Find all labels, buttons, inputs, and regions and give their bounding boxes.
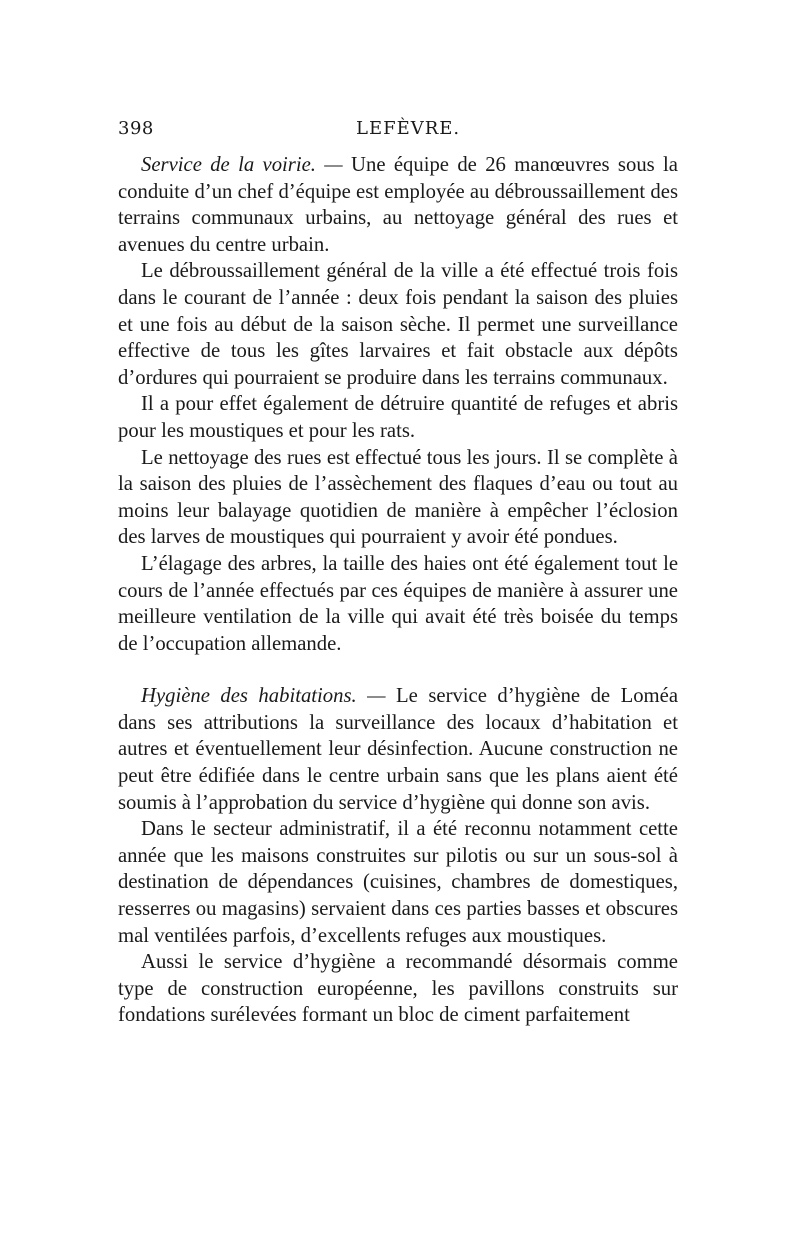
paragraph [118,816,678,949]
paragraph [118,391,678,444]
paragraph-text: Dans le secteur administratif, il a été reconnu notamment cette année que les maisons construites sur pilotis ou sur un sous-sol à destination de dépendances (cuisines, chambres de domestiques, resserres ou magasins) servaient dans ces parties basses et obscures mal ventilées parfois, d’excellents refuges aux moustiques. [118,818,678,947]
paragraph [118,445,678,551]
paragraph-habitations-intro [118,683,678,816]
paragraph [118,949,678,1029]
paragraph-text: L’élagage des arbres, la taille des haies ont été également tout le cours de l’année effectués par ces équipes de manière à assurer une meilleure ventilation de la ville qui avait été très boisée du temps de l’occupation allemande. [118,552,678,655]
paragraph [118,551,678,657]
paragraph-text: Aussi le service d’hygiène a recommandé désormais comme type de construction européenne, les pavillons construits sur fondations surélevées formant un bloc de ciment parfaitement [118,951,678,1027]
paragraph-text: Une équipe de 26 manœuvres sous la conduite d’un chef d’équipe est employée au débroussaillement des terrains communaux urbains, au nettoyage général des rues et avenues du centre urbain. [118,154,678,256]
page-number: 398 [118,118,154,139]
paragraph-text: Le débroussaillement général de la ville a été effectué trois fois dans le courant de l’année : deux fois pendant la saison des pluies et une fois au début de la saison sèche. Il permet une surveillance effective de tous les gîtes larvaires et fait obstacle aux dépôts d’ordures qui pourraient se produire dans les terrains communaux. [118,260,678,389]
paragraph-text: Le service d’hygiène de Loméa dans ses attributions la surveillance des locaux d’habitation et autres et éventuellement leur désinfection. Aucune construction ne peut être édifiée dans le centre urbain sans que les plans aient été soumis à l’approbation du service d’hygiène qui donne son avis. [118,685,678,814]
running-head [118,118,678,142]
paragraph-text: Le nettoyage des rues est effectué tous les jours. Il se complète à la saison des pluies de l’assèchement des flaques d’eau ou tout au moins leur balayage quotidien de manière à empêcher l’éclosion des larves de moustiques qui pourraient y avoir été pondues. [118,446,678,549]
paragraph-text: Il a pour effet également de détruire quantité de refuges et abris pour les moustiques et pour les rats. [118,393,678,442]
paragraph-voirie-intro [118,152,678,258]
running-title: LEFÈVRE. [356,118,461,139]
paragraph [118,258,678,391]
section-heading-voirie: Service de la voirie. — [141,154,343,176]
body-text [118,152,678,1029]
section-heading-habitations: Hygiène des habitations. — [141,685,386,708]
